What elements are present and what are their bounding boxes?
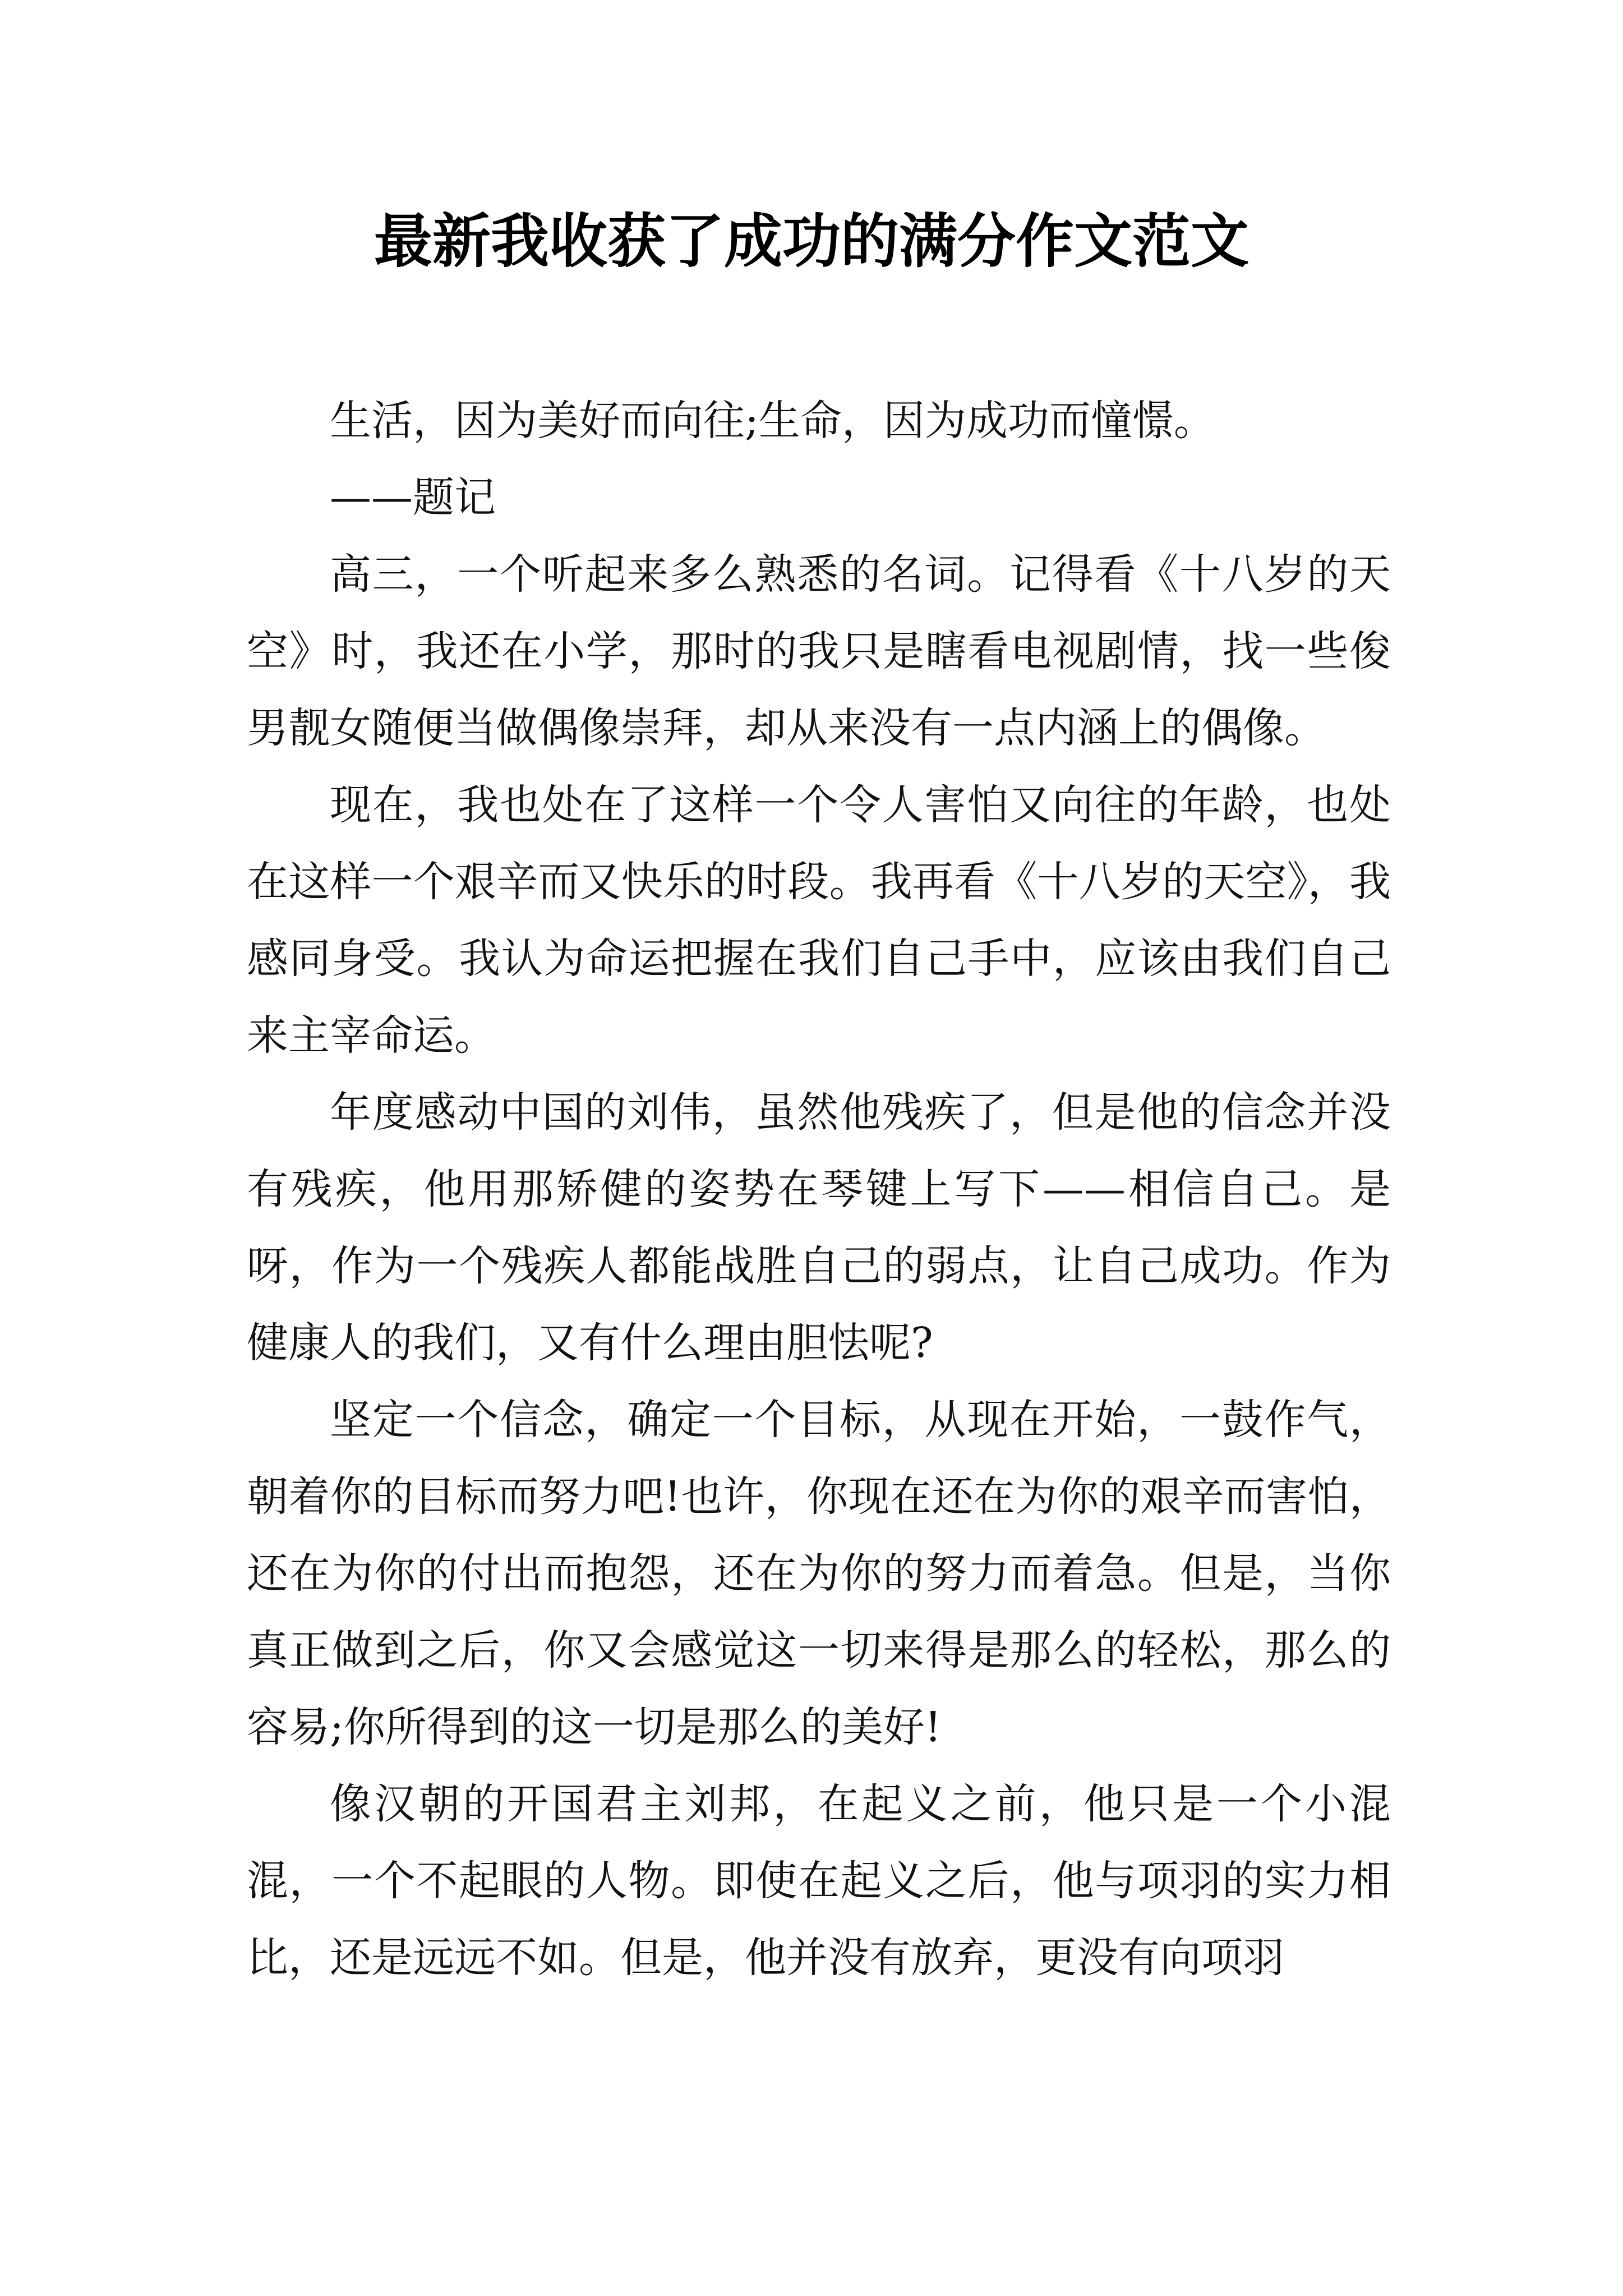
document-body <box>247 383 1391 1996</box>
epigraph-attribution: ——题记 <box>330 473 496 522</box>
body-paragraph-3: 年度感动中国的刘伟，虽然他残疾了，但是他的信念并没有残疾，他用那矫健的姿势在琴键上写下——相信自己。是呀，作为一个残疾人都能战胜自己的弱点，让自己成功。作为健康人的我们，又有什么理由胆怯呢? <box>247 1088 1391 1367</box>
body-paragraph-2: 现在，我也处在了这样一个令人害怕又向往的年龄，也处在这样一个艰辛而又快乐的时段。我再看《十八岁的天空》，我感同身受。我认为命运把握在我们自己手中，应该由我们自己来主宰命运。 <box>247 781 1391 1060</box>
document-title: 最新我收获了成功的满分作文范文 <box>374 207 1249 275</box>
epigraph-line: 生活，因为美好而向往;生命，因为成功而憧憬。 <box>330 397 1215 445</box>
body-paragraph-5: 像汉朝的开国君主刘邦，在起义之前，他只是一个小混混，一个不起眼的人物。即使在起义之后，他与项羽的实力相比，还是远远不如。但是，他并没有放弃，更没有向项羽 <box>247 1780 1391 1982</box>
body-paragraph-4: 坚定一个信念，确定一个目标，从现在开始，一鼓作气，朝着你的目标而努力吧!也许，你现在还在为你的艰辛而害怕，还在为你的付出而抱怨，还在为你的努力而着急。但是，当你真正做到之后，你又会感觉这一切来得是那么的轻松，那么的容易;你所得到的这一切是那么的美好! <box>247 1396 1391 1751</box>
body-paragraph-1: 高三，一个听起来多么熟悉的名词。记得看《十八岁的天空》时，我还在小学，那时的我只是瞎看电视剧情，找一些俊男靓女随便当做偶像崇拜，却从来没有一点内涵上的偶像。 <box>247 550 1391 752</box>
